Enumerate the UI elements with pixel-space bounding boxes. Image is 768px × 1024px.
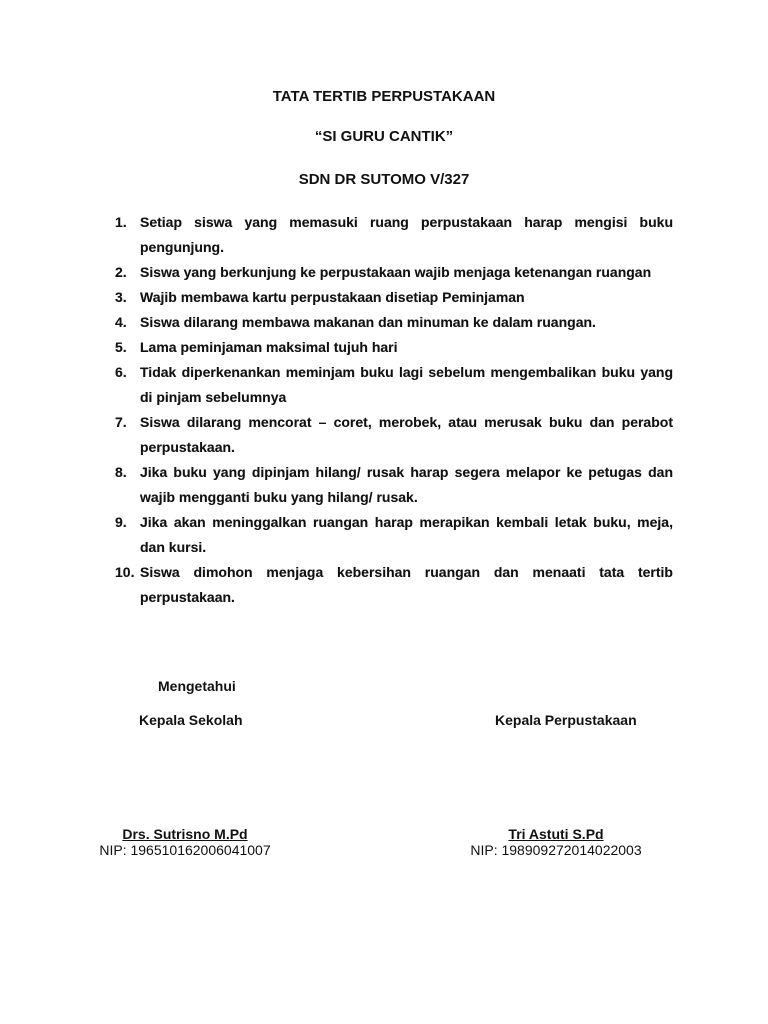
doc-subtitle: “SI GURU CANTIK” xyxy=(314,128,454,145)
rule-number: 7. xyxy=(115,414,127,430)
rule-number: 1. xyxy=(115,214,127,230)
rule-text: Siswa dimohon menjaga kebersihan ruangan dan menaati tata tertib perpustakaan. xyxy=(140,564,673,605)
rule-item xyxy=(115,460,673,510)
rule-text: Jika akan meninggalkan ruangan harap merapikan kembali letak buku, meja, dan kursi. xyxy=(140,514,673,555)
right-nip: NIP: 198909272014022003 xyxy=(470,842,642,858)
rule-item xyxy=(115,260,673,285)
rule-number: 4. xyxy=(115,314,127,330)
rules-list xyxy=(115,210,673,610)
rule-text: Siswa dilarang membawa makanan dan minuman ke dalam ruangan. xyxy=(140,314,596,330)
doc-title: TATA TERTIB PERPUSTAKAAN xyxy=(272,88,496,105)
left-signature xyxy=(55,826,315,858)
rule-number: 8. xyxy=(115,464,127,480)
rule-text: Wajib membawa kartu perpustakaan disetiap Peminjaman xyxy=(140,289,525,305)
rule-text: Lama peminjaman maksimal tujuh hari xyxy=(140,339,398,355)
left-role: Kepala Sekolah xyxy=(139,712,243,728)
rule-text: Siswa yang berkunjung ke perpustakaan wajib menjaga ketenangan ruangan xyxy=(140,264,652,280)
rule-number: 10. xyxy=(115,564,135,580)
rule-number: 5. xyxy=(115,339,127,355)
rule-item xyxy=(115,335,673,360)
left-name: Drs. Sutrisno M.Pd xyxy=(122,826,248,842)
rule-item xyxy=(115,310,673,335)
rule-item xyxy=(115,210,673,260)
right-role: Kepala Perpustakaan xyxy=(495,712,637,728)
rule-number: 2. xyxy=(115,264,127,280)
right-name: Tri Astuti S.Pd xyxy=(508,826,604,842)
rule-item xyxy=(115,560,673,610)
rule-text: Setiap siswa yang memasuki ruang perpustakaan harap mengisi buku pengunjung. xyxy=(140,214,673,255)
rule-item xyxy=(115,360,673,410)
school-name: SDN DR SUTOMO V/327 xyxy=(298,171,470,188)
rule-number: 9. xyxy=(115,514,127,530)
rule-text: Siswa dilarang mencorat – coret, merobek, atau merusak buku dan perabot perpustakaan. xyxy=(140,414,673,455)
rule-number: 6. xyxy=(115,364,127,380)
right-signature xyxy=(426,826,686,858)
rule-item xyxy=(115,510,673,560)
acknowledged-label: Mengetahui xyxy=(158,678,236,694)
rule-text: Jika buku yang dipinjam hilang/ rusak harap segera melapor ke petugas dan wajib mengganti buku yang hilang/ rusak. xyxy=(140,464,673,505)
rule-number: 3. xyxy=(115,289,127,305)
rule-item xyxy=(115,285,673,310)
rule-item xyxy=(115,410,673,460)
left-nip: NIP: 196510162006041007 xyxy=(99,842,271,858)
rule-text: Tidak diperkenankan meminjam buku lagi sebelum mengembalikan buku yang di pinjam sebelumnya xyxy=(140,364,673,405)
